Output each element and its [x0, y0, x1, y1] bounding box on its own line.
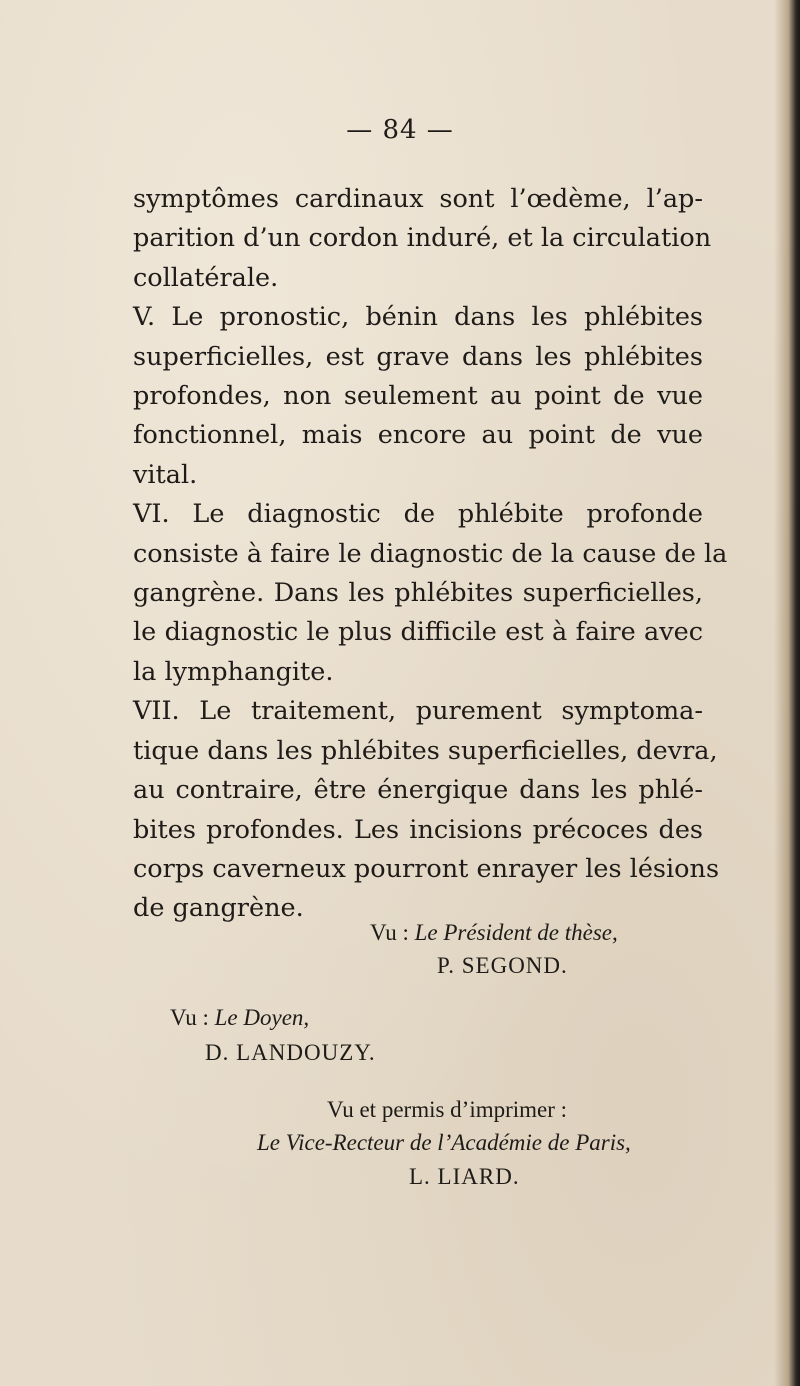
vice-recteur-name: L. LIARD.	[409, 1164, 520, 1189]
text-line: au contraire, être énergique dans les phlé-	[133, 775, 703, 806]
page-edge-shadow	[774, 0, 800, 1386]
doyen-name: D. LANDOUZY.	[205, 1040, 376, 1065]
text-line: le diagnostic le plus difficile est à faire avec	[133, 617, 703, 648]
paragraph-1	[133, 180, 712, 298]
body-text	[133, 180, 728, 929]
text-line: superficielles, est grave dans les phlébites	[133, 341, 703, 372]
text-line: fonctionnel, mais encore au point de vue	[133, 420, 703, 451]
president-approval	[370, 920, 618, 946]
text-line: VI. Le diagnostic de phlébite profonde	[133, 499, 703, 530]
page-number: — 84 —	[346, 115, 454, 145]
paragraph-3	[133, 495, 728, 692]
doyen-prefix: Vu :	[170, 1005, 215, 1030]
president-title: Le Président de thèse,	[414, 920, 618, 945]
text-line: VII. Le traitement, purement symptoma-	[133, 696, 703, 727]
text-line: profondes, non seulement au point de vue	[133, 381, 703, 412]
text-line: corps caverneux pourront enrayer les lésions	[133, 853, 720, 884]
imprimatur-line: Vu et permis d’imprimer :	[327, 1097, 568, 1122]
vice-recteur-title: Le Vice-Recteur de l’Académie de Paris,	[257, 1130, 631, 1155]
text-line: collatérale.	[133, 262, 279, 293]
text-line: bites profondes. Les incisions précoces des	[133, 814, 703, 845]
text-line: symptômes cardinaux sont l’œdème, l’ap-	[133, 184, 703, 214]
text-line: vital.	[133, 459, 198, 490]
text-line: de gangrène.	[133, 893, 304, 924]
doyen-approval	[170, 1005, 309, 1031]
doyen-title: Le Doyen,	[214, 1005, 310, 1030]
paragraph-2	[133, 298, 703, 495]
text-line: gangrène. Dans les phlébites superficielles,	[133, 578, 703, 609]
president-name: P. SEGOND.	[437, 953, 568, 978]
text-line: la lymphangite.	[133, 656, 334, 687]
text-line: parition d’un cordon induré, et la circulation	[133, 223, 712, 254]
text-line: tique dans les phlébites superficielles, devra,	[133, 735, 718, 766]
president-prefix: Vu :	[370, 920, 415, 945]
paragraph-4	[133, 692, 720, 928]
text-line: consiste à faire le diagnostic de la cause de la	[133, 538, 728, 569]
text-line: V. Le pronostic, bénin dans les phlébites	[133, 302, 703, 333]
